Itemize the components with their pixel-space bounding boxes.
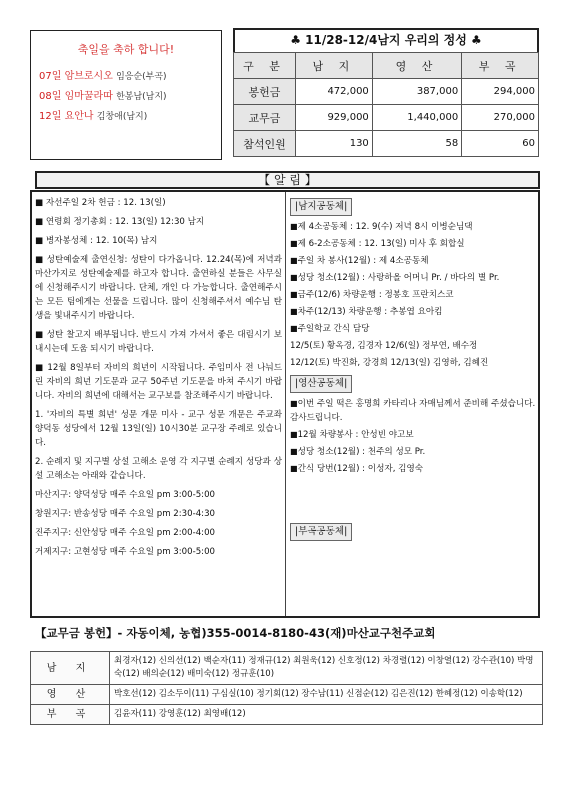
yeongsan-item: ■ 12월 차량봉사 : 안성빈 야고보 — [290, 428, 538, 442]
donor-table — [30, 651, 543, 725]
donor-names: 박호선(12) 김소두이(11) 구심실(10) 정기회(12) 장수남(11) 신점순(12) 김은진(12) 한혜정(12) 이송학(12) — [110, 685, 543, 705]
feast-box — [30, 30, 222, 160]
row-label: 남 지 — [31, 652, 110, 685]
table-cell: 387,000 — [372, 79, 461, 105]
namji-item: ■ 금주(12/6) 차량운행 : 정봉호 프란치스코 — [290, 288, 538, 302]
notice-item: ■ 성탄 찰고지 배부됩니다. 반드시 가져 가셔서 좋은 대림시기 보내시는데 도움 되시기 바랍니다. — [35, 330, 282, 354]
table-row — [234, 105, 539, 131]
column-header: 남 지 — [296, 53, 373, 79]
namji-item: ■ 제 6-2소공동체 : 12. 13(일) 미사 후 회합실 — [290, 237, 538, 251]
notice-item: ■ 12월 8일부터 자비의 희년이 시작됩니다. 주임미사 전 나눠드린 자비의 희년 기도문과 교구 50주년 기도문을 바쳐 주시기 바랍니다. 자비의 희년에 대해서는 교구보를 참조해주시기 바랍니다. — [35, 363, 282, 401]
table-header-row — [234, 53, 539, 79]
offerings-title: ♣ 11/28-12/4남지 우리의 정성 ♣ — [233, 28, 539, 52]
notice-panel — [30, 190, 540, 618]
offerings-table — [233, 52, 539, 157]
table-row — [31, 685, 543, 705]
notice-item: 창원지구: 반송성당 매주 수요일 pm 2:30-4:30 — [35, 509, 215, 519]
namji-item: ■ 제 4소공동체 : 12. 9(수) 저녁 8시 이병순님댁 — [290, 220, 538, 234]
table-row — [31, 652, 543, 685]
yeongsan-item: ■ 간식 당번(12월) : 이성자, 김영숙 — [290, 462, 538, 476]
row-label: 영 산 — [31, 685, 110, 705]
table-cell: 130 — [296, 131, 373, 157]
namji-snack-line: 12/12(토) 박진화, 강경희 12/13(일) 김영하, 김혜진 — [290, 358, 489, 368]
notice-item: 진주지구: 신안성당 매주 수요일 pm 2:00-4:00 — [35, 528, 215, 538]
notice-item: ■ 연령회 정기총회 : 12. 13(일) 12:30 남지 — [35, 217, 205, 227]
notice-item: 1. '자비의 특별 희년' 성문 개문 미사 - 교구 성문 개문은 주교좌 양덕동 성당에서 12월 13일(일) 10시30분 교구장 주례로 있습니다. — [35, 410, 282, 448]
row-label: 부 곡 — [31, 705, 110, 725]
notice-item: ■ 성탄예술제 출연신청: 성탄이 다가옵니다. 12.24(목)에 저녁과 마산가지로 성탄예술제를 하고자 합니다. 출연하실 분들은 사무실에 신청해주시기 바랍니다. 단체, 개인 다 가능합니다. 출연해주시는 모든 팀에게는 선물을 드립니다. 많이 신청해주셔서 예수님 탄생을 빛내주시기 바랍니다. — [35, 255, 282, 321]
notice-item: ■ 자선주일 2차 헌금 : 12. 13(일) — [35, 198, 166, 208]
table-cell: 472,000 — [296, 79, 373, 105]
notice-item: 마산지구: 양덕성당 매주 수요일 pm 3:00-5:00 — [35, 490, 215, 500]
namji-item: ■ 주일 차 봉사(12월) : 제 4소공동체 — [290, 254, 538, 268]
table-row — [31, 705, 543, 725]
table-cell: 929,000 — [296, 105, 373, 131]
donor-names: 최경자(12) 신의선(12) 백순자(11) 정재규(12) 최원욱(12) 신호정(12) 차경렬(12) 이창열(12) 강수관(10) 박명숙(12) 배의순(12) 배미숙(12) 정규훈(10) — [110, 652, 543, 685]
spacer — [290, 479, 538, 521]
table-row — [234, 79, 539, 105]
table-cell: 294,000 — [462, 79, 539, 105]
feast-item: 12일 요안나 김창애(남지) — [39, 111, 148, 122]
yeongsan-item: ■ 성당 청소(12월) : 천주의 성모 Pr. — [290, 445, 538, 459]
bugok-section-title: |부곡공동체| — [290, 523, 352, 541]
notice-title: 【 알 림 】 — [35, 171, 540, 189]
table-cell: 58 — [372, 131, 461, 157]
yeongsan-item: ■ 이번 주일 떡은 홍명희 카타리나 자매님께서 준비해 주셨습니다. 감사드립니다. — [290, 397, 538, 425]
feast-title: 축일을 축하 합니다! — [77, 43, 175, 56]
column-divider — [285, 192, 286, 616]
namji-item: ■ 성당 청소(12월) : 사랑하올 어머니 Pr. / 바다의 별 Pr. — [290, 271, 538, 285]
notice-item: 거제지구: 고현성당 매주 수요일 pm 3:00-5:00 — [35, 547, 215, 557]
namji-item: ■ 차주(12/13) 차량운행 : 추봉엽 요아킴 — [290, 305, 538, 319]
feast-item: 07일 암브로시오 임응순(부곡) — [39, 71, 167, 82]
row-label: 참석인원 — [234, 131, 296, 157]
offerings-panel — [233, 28, 539, 161]
notice-left-column — [35, 196, 282, 564]
column-header: 구 분 — [234, 53, 296, 79]
donor-names: 김윤자(11) 강영훈(12) 최영배(12) — [110, 705, 543, 725]
bank-info: 【교무금 봉헌】- 자동이체, 농협)355-0014-8180-43(재)마산교구천주교회 — [35, 626, 436, 640]
namji-snack-line: 12/5(토) 황옥경, 김경자 12/6(일) 정부연, 배수정 — [290, 341, 478, 351]
feast-item: 08일 임마꿀라따 한봉남(남지) — [39, 91, 167, 102]
table-cell: 270,000 — [462, 105, 539, 131]
notice-item: ■ 병자봉성체 : 12. 10(목) 남지 — [35, 236, 158, 246]
table-row — [234, 131, 539, 157]
table-cell: 1,440,000 — [372, 105, 461, 131]
notice-item: 2. 순례지 및 지구별 상설 고해소 운영 각 지구별 순례지 성당과 상설 고해소는 아래와 같습니다. — [35, 457, 282, 481]
yeongsan-section-title: |영산공동체| — [290, 375, 352, 393]
table-cell: 60 — [462, 131, 539, 157]
column-header: 부 곡 — [462, 53, 539, 79]
column-header: 영 산 — [372, 53, 461, 79]
namji-item: ■ 주일학교 간식 담당 — [290, 322, 538, 336]
row-label: 교무금 — [234, 105, 296, 131]
namji-section-title: |남지공동체| — [290, 198, 352, 216]
notice-right-column — [290, 196, 538, 545]
row-label: 봉헌금 — [234, 79, 296, 105]
